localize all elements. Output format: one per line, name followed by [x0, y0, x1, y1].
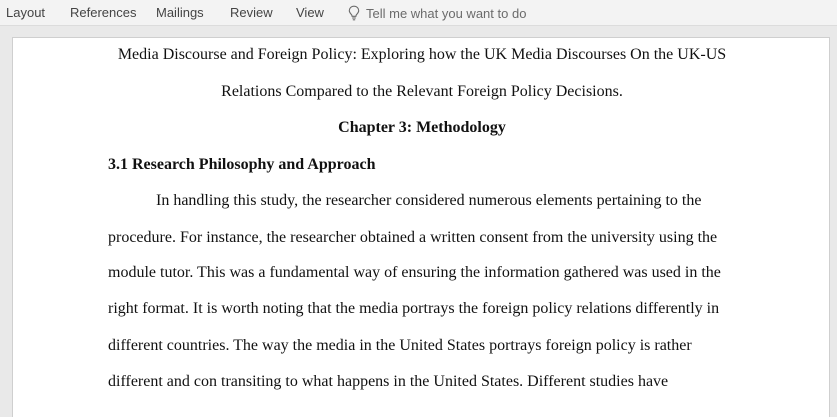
- body-line-3: module tutor. This was a fundamental way of ensuring the information gathered was used in the: [108, 264, 721, 281]
- ribbon-tab-bar: [0, 0, 837, 26]
- document-title-line-1: Media Discourse and Foreign Policy: Exploring how the UK Media Discourses On the UK-US: [117, 46, 727, 63]
- tell-me-placeholder[interactable]: Tell me what you want to do: [366, 5, 527, 21]
- section-heading: 3.1 Research Philosophy and Approach: [108, 156, 376, 173]
- tab-layout[interactable]: Layout: [6, 5, 46, 20]
- body-line-4: right format. It is worth noting that the media portrays the foreign policy relations differently in: [108, 300, 720, 317]
- tab-view[interactable]: View: [296, 5, 324, 20]
- document-page[interactable]: [12, 37, 830, 417]
- body-line-6: different and con transiting to what happens in the United States. Different studies have: [108, 373, 669, 390]
- document-canvas: [0, 26, 837, 401]
- tab-mailings[interactable]: Mailings: [156, 5, 204, 20]
- tab-review[interactable]: Review: [230, 5, 273, 20]
- tab-references[interactable]: References: [70, 5, 137, 20]
- chapter-heading: Chapter 3: Methodology: [338, 119, 506, 136]
- body-line-1: In handling this study, the researcher considered numerous elements pertaining to the: [156, 192, 702, 209]
- document-title-line-2: Relations Compared to the Relevant Foreign Policy Decisions.: [221, 83, 623, 100]
- body-line-5: different countries. The way the media in the United States portrays foreign policy is rather: [108, 337, 692, 354]
- tell-me-search[interactable]: [348, 4, 526, 22]
- lightbulb-icon: [348, 5, 360, 21]
- body-line-2: procedure. For instance, the researcher obtained a written consent from the university using the: [108, 229, 718, 246]
